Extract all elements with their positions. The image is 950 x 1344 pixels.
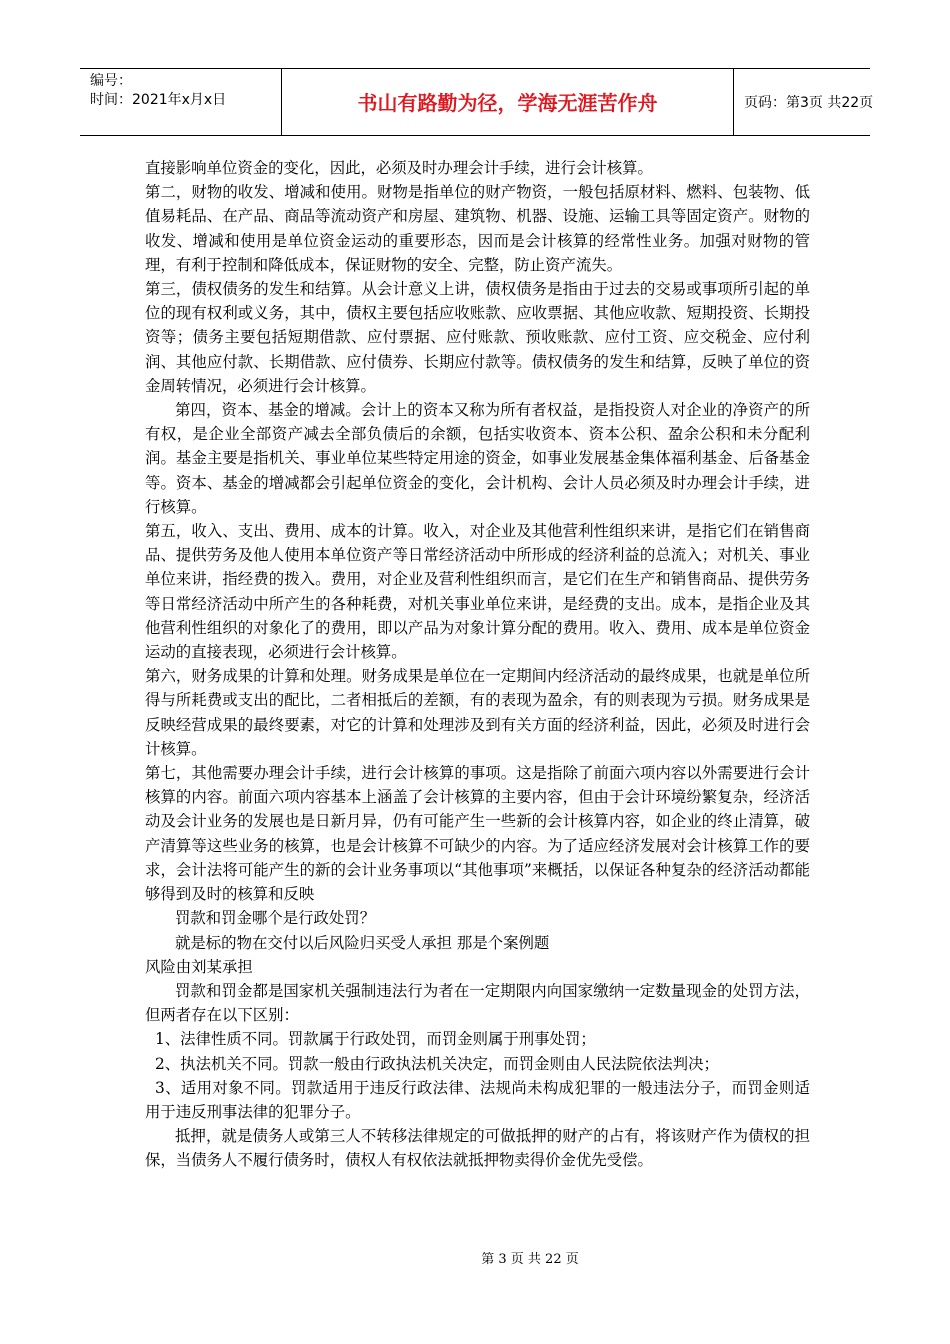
- page-footer: 第 3 页 共 22 页: [481, 1252, 579, 1267]
- page-header: [80, 68, 874, 136]
- paragraph: 直接影响单位资金的变化，因此，必须及时办理会计手续，进行会计核算。: [145, 159, 653, 177]
- paragraph: 第六，财务成果的计算和处理。财务成果是单位在一定期间内经济活动的最终成果，也就是单位所得与所耗费或支出的配比，二者相抵后的差额，有的表现为盈余，有的则表现为亏损。财务成果是反映经营成果的最终要素，对它的计算和处理涉及到有关方面的经济利益，因此，必须及时进行会计核算。: [145, 667, 810, 758]
- paragraph: 罚款和罚金都是国家机关强制违法行为者在一定期限内向国家缴纳一定数量现金的处罚方法，但两者存在以下区别：: [145, 981, 810, 1025]
- paragraph: 抵押，就是债务人或第三人不转移法律规定的可做抵押的财产的占有，将该财产作为债权的担保，当债务人不履行债务时，债权人有权依法就抵押物卖得价金优先受偿。: [145, 1127, 810, 1170]
- header-page-info: 页码：第3页 共22页: [744, 95, 874, 111]
- paragraph: 第二，财物的收发、增减和使用。财物是指单位的财产物资，一般包括原材料、燃料、包装物、低值易耗品、在产品、商品等流动资产和房屋、建筑物、机器、设施、运输工具等固定资产。财物的收发、增减和使用是单位资金运动的重要形态，因而是会计核算的经常性业务。加强对财物的管理，有利于控制和降低成本，保证财物的安全、完整，防止资产流失。: [145, 183, 810, 274]
- paragraph: 风险由刘某承担: [145, 957, 253, 976]
- document-time-label: 时间：2021年x月x日: [90, 92, 227, 108]
- document-body: [145, 156, 810, 1173]
- list-item: 3、适用对象不同。罚款适用于违反行政法律、法规尚未构成犯罪的一般违法分子，而罚金则适用于违反刑事法律的犯罪分子。: [145, 1078, 810, 1121]
- list-item: 1、法律性质不同。罚款属于行政处罚，而罚金则属于刑事处罚；: [155, 1030, 596, 1049]
- paragraph: 第三，债权债务的发生和结算。从会计意义上讲，债权债务是指由于过去的交易或事项所引起的单位的现有权利或义务，其中，债权主要包括应收账款、应收票据、其他应收款、短期投资、长期投资等；债务主要包括短期借款、应付票据、应付账款、预收账款、应付工资、应交税金、应付利润、其他应付款、长期借款、应付债券、长期应付款等。债权债务的发生和结算，反映了单位的资金周转情况，必须进行会计核算。: [145, 280, 810, 395]
- list-item: 2、执法机关不同。罚款一般由行政执法机关决定，而罚金则由人民法院依法判决；: [155, 1054, 719, 1073]
- header-meta: [80, 69, 282, 135]
- header-motto: 书山有路勤为径，学海无涯苦作舟: [282, 69, 734, 135]
- paragraph: 罚款和罚金哪个是行政处罚？: [175, 909, 376, 928]
- paragraph: 第四，资本、基金的增减。会计上的资本又称为所有者权益，是指投资人对企业的净资产的所有权，是企业全部资产减去全部负债后的余额，包括实收资本、资本公积、盈余公积和未分配利润。基金主要是指机关、事业单位某些特定用途的资金，如事业发展基金集体福利基金、后备基金等。资本、基金的增减都会引起单位资金的变化，会计机构、会计人员必须及时办理会计手续，进行核算。: [145, 401, 810, 516]
- paragraph: 就是标的物在交付以后风险归买受人承担 那是个案例题: [175, 933, 550, 952]
- paragraph: 第五，收入、支出、费用、成本的计算。收入，对企业及其他营利性组织来讲，是指它们在销售商品、提供劳务及他人使用本单位资产等日常经济活动中所形成的经济利益的总流入；对机关、事业单位来讲，指经费的拨入。费用，对企业及营利性组织而言，是它们在生产和销售商品、提供劳务等日常经济活动中所产生的各种耗费，对机关事业单位来讲，是经费的支出。成本，是指企业及其他营利性组织的对象化了的费用，即以产品为对象计算分配的费用。收入、费用、成本是单位资金运动的直接表现，必须进行会计核算。: [145, 522, 810, 662]
- paragraph: 第七，其他需要办理会计手续，进行会计核算的事项。这是指除了前面六项内容以外需要进行会计核算的内容。前面六项内容基本上涵盖了会计核算的主要内容，但由于会计环境纷繁复杂，经济活动及会计业务的发展也是日新月异，仍有可能产生一些新的会计核算内容，如企业的终止清算，破产清算等这些业务的核算，也是会计核算不可缺少的内容。为了适应经济发展对会计核算工作的要求，会计法将可能产生的新的会计业务事项以“其他事项”来概括，以保证各种复杂的经济活动都能够得到及时的核算和反映: [145, 764, 810, 904]
- document-number-label: 编号：: [90, 73, 132, 89]
